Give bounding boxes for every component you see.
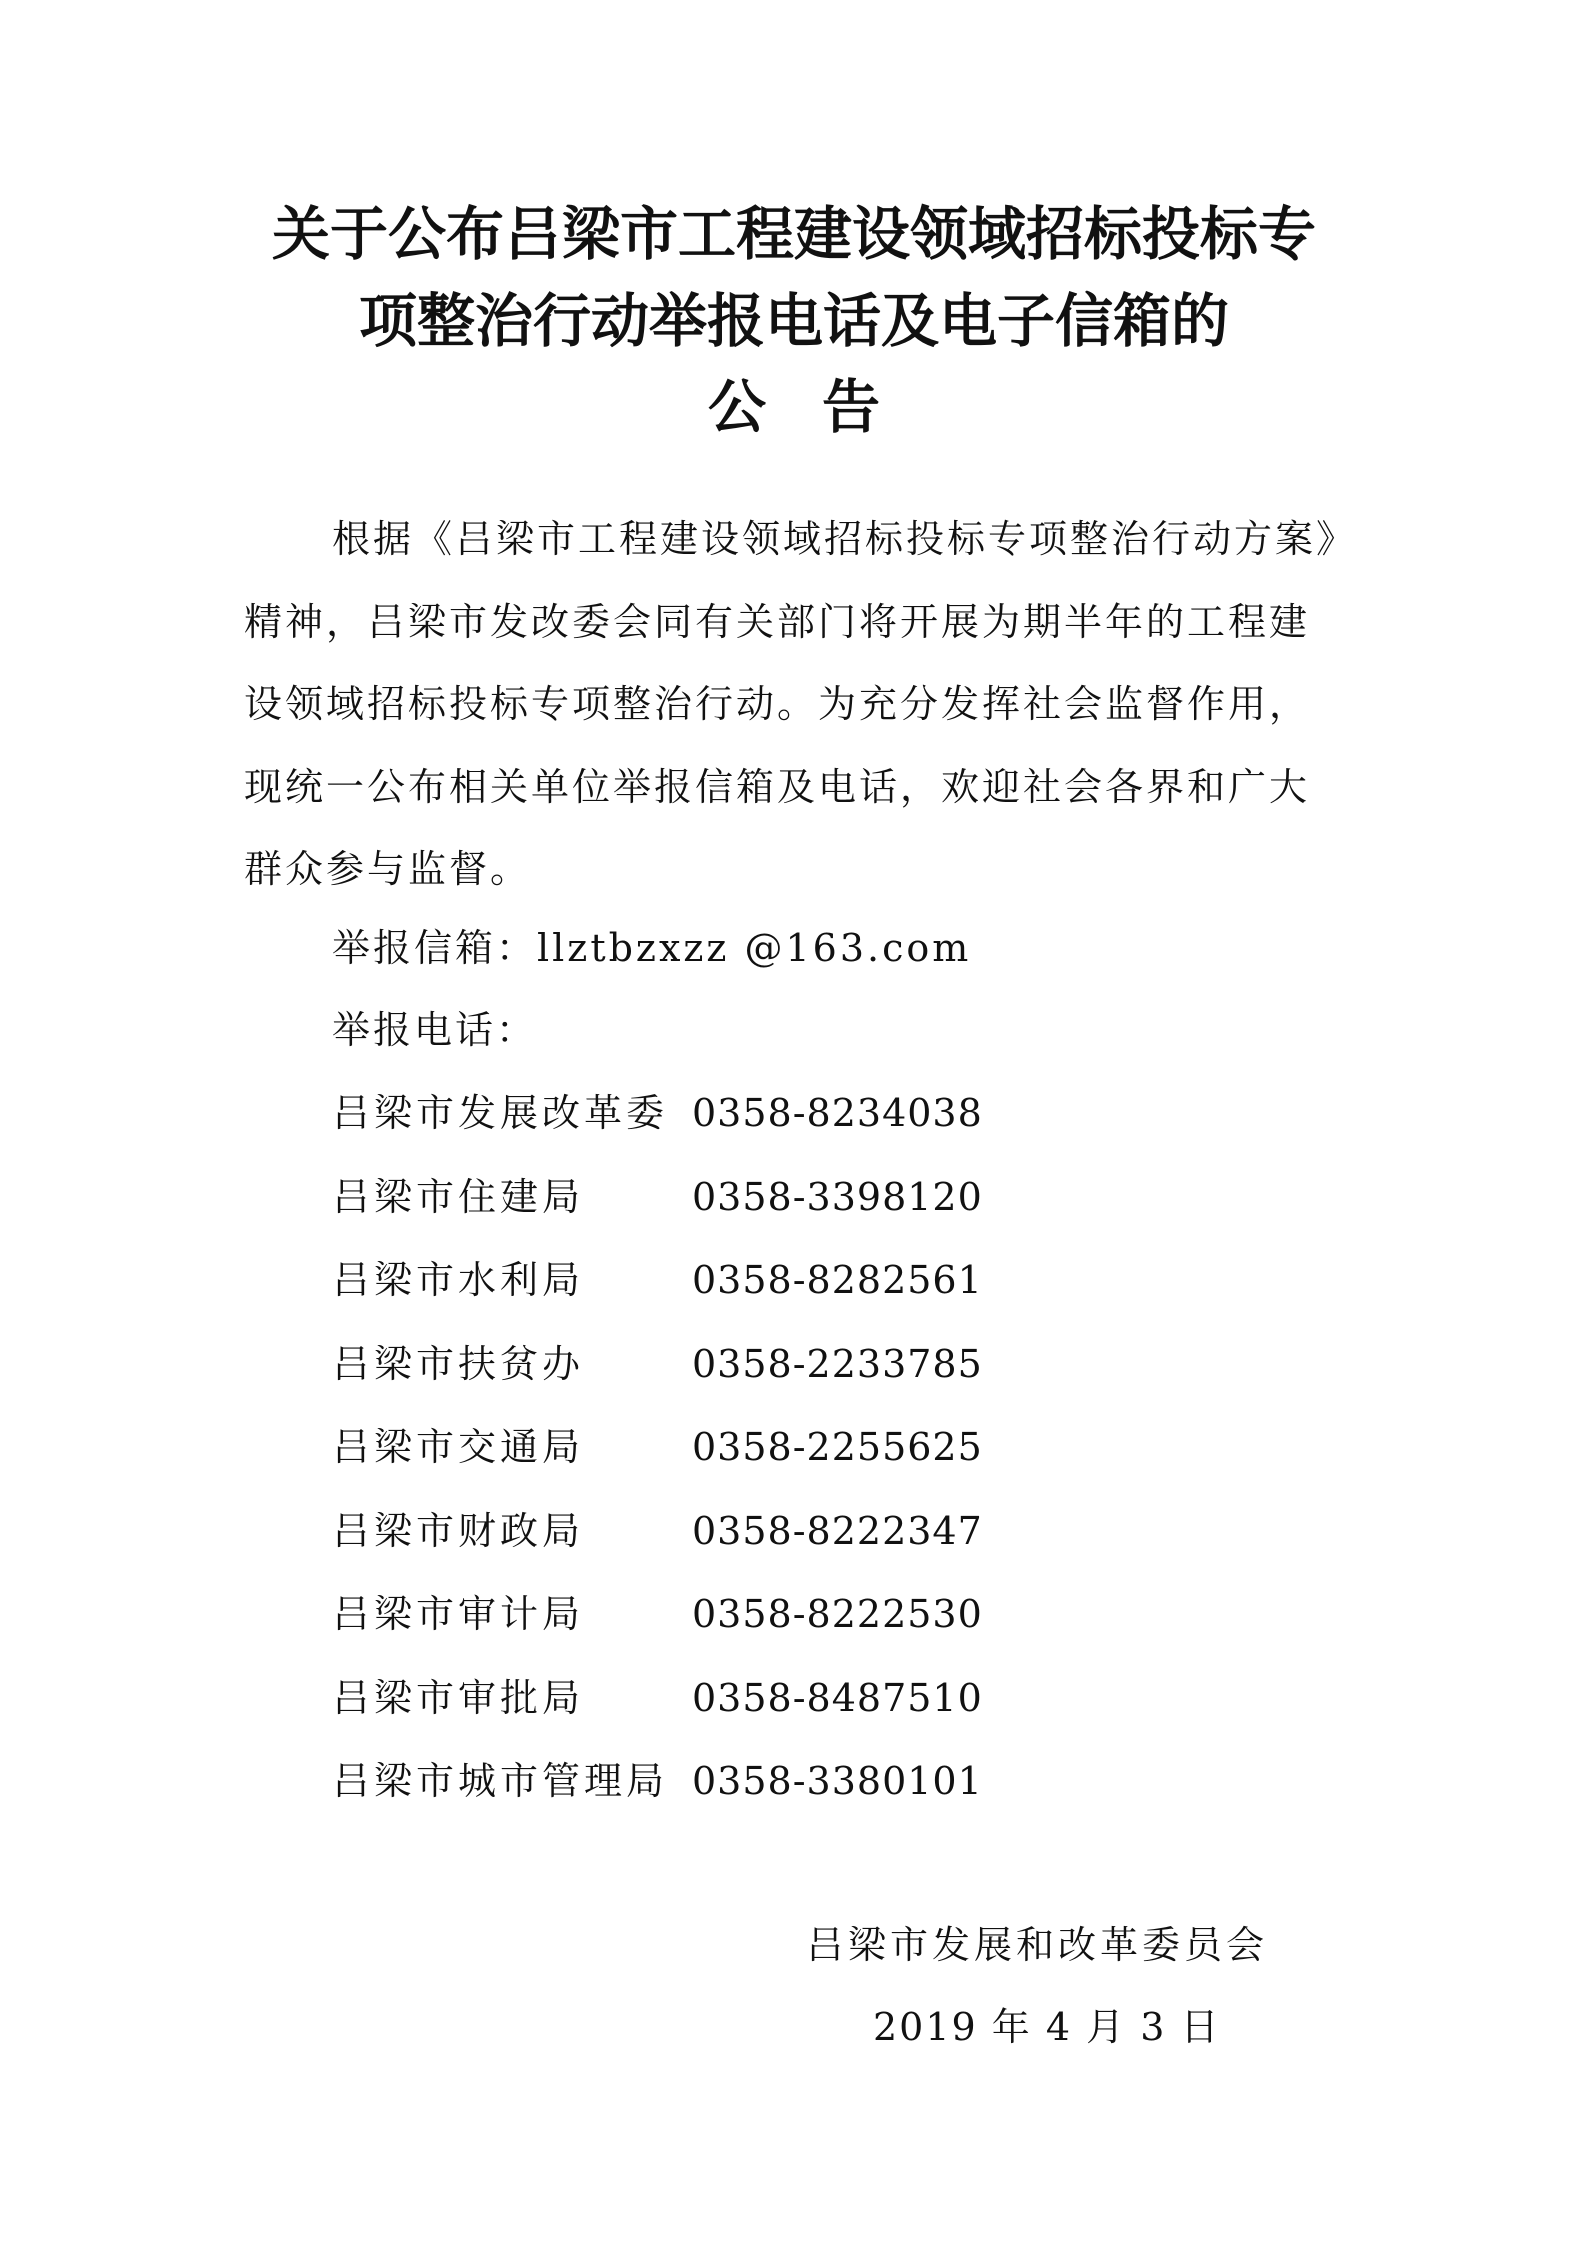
intro-paragraph — [244, 498, 1374, 911]
contact-name: 吕梁市扶贫办 — [332, 1341, 585, 1386]
report-phone-heading: 举报电话： — [332, 1008, 538, 1052]
contact-name: 吕梁市交通局 — [332, 1425, 585, 1469]
intro-line-5: 群众参与监督。 — [244, 847, 532, 891]
signature-date: 2019 年 4 月 3 日 — [873, 2005, 1221, 2049]
contact-phone: 0358-8222347 — [692, 1508, 983, 1553]
contact-name: 吕梁市发展改革委 — [332, 1091, 669, 1135]
contact-name: 吕梁市财政局 — [332, 1508, 585, 1553]
contact-name: 吕梁市住建局 — [332, 1174, 585, 1219]
document-title-line-1: 关于公布吕梁市工程建设领域招标投标专 — [271, 200, 1316, 268]
signature-organization: 吕梁市发展和改革委员会 — [806, 1923, 1269, 1967]
contact-phone: 0358-8282561 — [692, 1258, 983, 1302]
contact-phone: 0358-2233785 — [692, 1341, 983, 1386]
contact-row — [332, 1657, 1132, 1741]
contact-phone: 0358-8487510 — [692, 1675, 983, 1720]
contact-phone: 0358-2255625 — [692, 1425, 983, 1469]
report-email: 举报信箱：llztbzxzz @163.com — [332, 926, 972, 970]
contact-name: 吕梁市审计局 — [332, 1592, 585, 1636]
contact-row — [332, 1490, 1132, 1574]
contact-name: 吕梁市城市管理局 — [332, 1759, 669, 1803]
intro-line-4: 现统一公布相关单位举报信箱及电话，欢迎社会各界和广大 — [244, 764, 1311, 809]
contact-phone: 0358-8234038 — [692, 1091, 983, 1135]
contact-row — [332, 1323, 1132, 1407]
contact-row — [332, 1740, 1132, 1824]
contact-phone: 0358-3398120 — [692, 1174, 983, 1219]
contact-name: 吕梁市审批局 — [332, 1675, 585, 1720]
contact-row — [332, 1239, 1132, 1323]
contact-name: 吕梁市水利局 — [332, 1258, 585, 1302]
contact-row — [332, 1072, 1132, 1156]
intro-line-1: 根据《吕梁市工程建设领域招标投标专项整治行动方案》 — [332, 517, 1358, 561]
intro-line-3: 设领域招标投标专项整治行动。为充分发挥社会监督作用， — [244, 682, 1311, 726]
intro-line-2: 精神，吕梁市发改委会同有关部门将开展为期半年的工程建 — [244, 599, 1311, 644]
contact-phone: 0358-3380101 — [692, 1759, 983, 1803]
contact-row — [332, 1573, 1132, 1657]
contact-row — [332, 1156, 1132, 1240]
document-title-line-3: 公告 — [707, 373, 936, 441]
document-title-line-2: 项整治行动举报电话及电子信箱的 — [358, 287, 1229, 355]
contact-phone: 0358-8222530 — [692, 1592, 983, 1636]
contact-list — [332, 1072, 1132, 1824]
contact-row — [332, 1406, 1132, 1490]
